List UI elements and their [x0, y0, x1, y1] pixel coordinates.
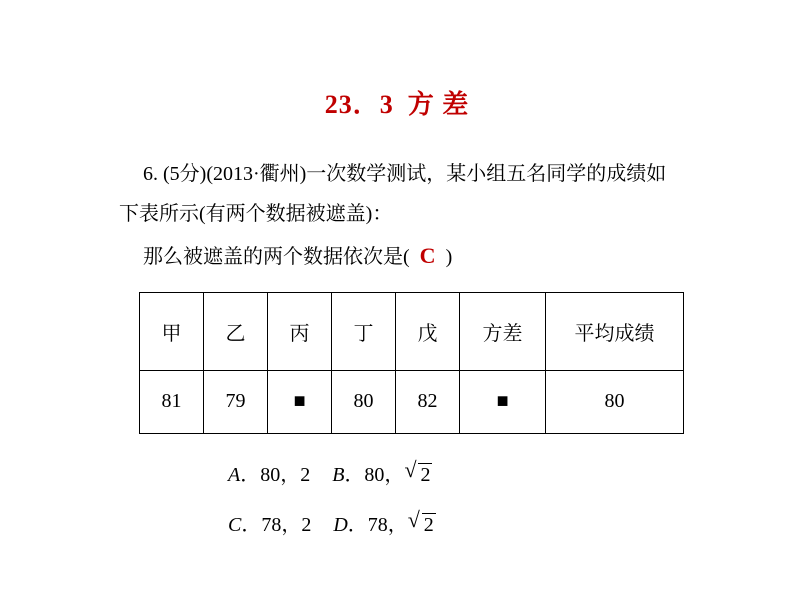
question-close-paren: ): [445, 246, 453, 268]
question-line-3: [143, 242, 452, 271]
table-header-row: [140, 293, 684, 371]
value-wu: 82: [396, 370, 460, 433]
header-jia: 甲: [140, 293, 204, 371]
options-row-2: [228, 508, 436, 537]
options-row-1: [228, 458, 432, 487]
header-variance: 方差: [460, 293, 546, 371]
section-title: [0, 84, 794, 121]
option-a: A．80，2: [228, 464, 311, 486]
option-b: B．80， √ 2: [332, 457, 431, 486]
section-number: 23．3: [324, 90, 394, 119]
header-ding: 丁: [332, 293, 396, 371]
question-line-1: 6. (5分)(2013·衢州)一次数学测试，某小组五名同学的成绩如: [143, 163, 667, 185]
header-average: 平均成绩: [546, 293, 684, 371]
value-ding: 80: [332, 370, 396, 433]
header-yi: 乙: [204, 293, 268, 371]
table-value-row: [140, 370, 684, 433]
section-name: 方 差: [407, 90, 470, 119]
value-bing-covered: ■: [268, 370, 332, 433]
sqrt-icon: √ 2: [407, 507, 434, 536]
score-table: [139, 292, 684, 434]
value-average: 80: [546, 370, 684, 433]
question-line-2: 下表所示(有两个数据被遮盖)：: [119, 203, 393, 225]
value-yi: 79: [204, 370, 268, 433]
question-prompt: 那么被遮盖的两个数据依次是(: [143, 246, 410, 268]
header-wu: 戊: [396, 293, 460, 371]
header-bing: 丙: [268, 293, 332, 371]
option-d: D．78， √ 2: [333, 507, 434, 536]
option-c: C．78，2: [228, 514, 312, 536]
value-jia: 81: [140, 370, 204, 433]
sqrt-icon: √ 2: [404, 457, 431, 486]
answer-letter: C: [419, 243, 436, 268]
value-variance-covered: ■: [460, 370, 546, 433]
